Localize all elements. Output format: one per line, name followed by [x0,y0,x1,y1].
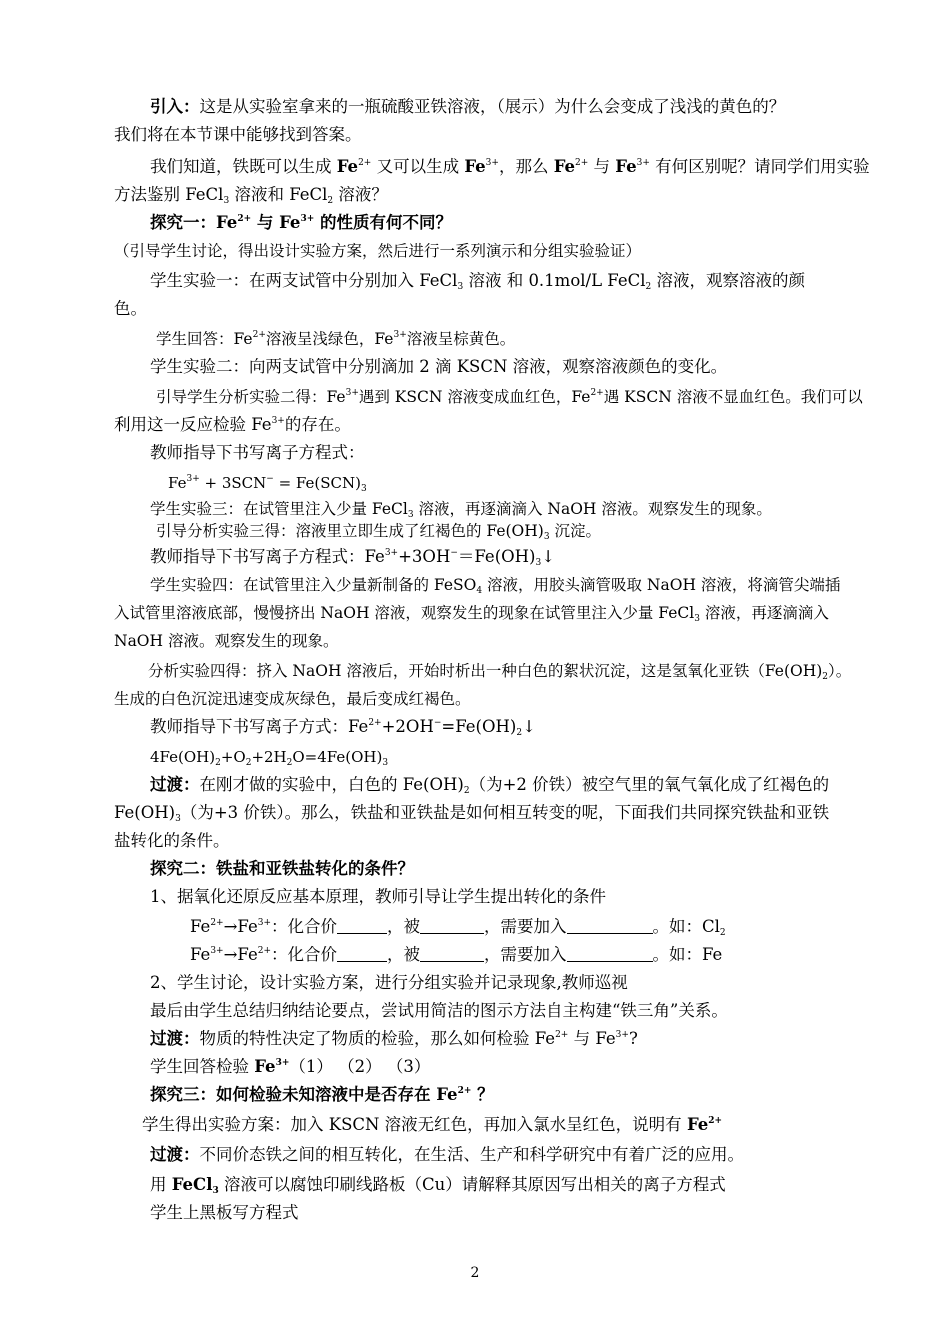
blank-process[interactable] [420,945,484,962]
experiment-4-cont: 入试管里溶液底部，慢慢挤出 NaOH 溶液，观察发生的现象在试管里注入少量 FeCl$_3$ 溶液，再逐滴滴入 [114,604,829,624]
transition-1: 过渡：在刚才做的实验中，白色的 $Fe(OH)_2$（为+2 价铁）被空气里的氧气氧化成了红褐色的 [150,775,830,796]
explore1-title: 探究一：$Fe^{2+}$ 与 $Fe^{3+}$ 的性质有何不同？ [150,213,452,232]
blank-reagent[interactable] [567,945,653,962]
transition-1-cont-2: 盐转化的条件。 [114,831,230,850]
blank-valence[interactable] [337,945,387,962]
analysis-2-cont: 利用这一反应检验 $Fe^{3+}$的存在。 [114,415,351,434]
explore2-item-2: 2、学生讨论，设计实验方案，进行分组实验并记录现象,教师巡视 [150,973,628,992]
experiment-1: 学生实验一：在两支试管中分别加入 FeCl$_3$ 溶液 和 0.1mol/L FeCl$_2$ 溶液，观察溶液的颜 [150,271,805,292]
answer-check: 学生回答检验 $Fe^{3+}(1)$ （2） （3） [150,1057,431,1076]
conversion-fe2-to-fe3: $Fe^{2+}\to Fe^{3+}$：化合价 ，被 ，需要加入 。如：$Cl_2$ [190,917,726,938]
conversion-fe3-to-fe2: $Fe^{3+}\to Fe^{2+}$：化合价 ，被 ，需要加入 。如：Fe [190,945,723,964]
page-number: 2 [470,1265,480,1281]
analysis-2: 引导学生分析实验二得：$Fe^{3+}$遇到 KSCN 溶液变成血红色，$Fe^{2+}$遇 KSCN 溶液不显血红色。我们可以 [156,388,863,406]
analysis-4-cont: 生成的白色沉淀迅速变成灰绿色，最后变成红褐色。 [114,690,471,708]
know-line-1: 我们知道，铁既可以生成 $Fe^{2+}$ 又可以生成 $Fe^{3+}$，那么 $Fe^{2+}$ 与 $Fe^{3+}$ 有何区别呢？请同学们用实验 [150,157,870,176]
equation-4: $4Fe(OH)_2+O_2+2H_2O=4Fe(OH)_3$ [150,748,389,768]
intro-label: 引入： [150,97,200,116]
blank-process[interactable] [420,917,484,934]
answer-1: 学生回答：$Fe^{2+}$溶液呈浅绿色，$Fe^{3+}$溶液呈棕黄色。 [156,330,516,348]
explore3-title: 探究三：如何检验未知溶液中是否存在 $Fe^{2+}$ ？ [150,1085,494,1104]
equation-1: $Fe^{3+} + 3SCN^- = Fe(SCN)_3$ [168,474,367,494]
board-task: 学生上黑板写方程式 [150,1203,299,1222]
teacher-guide-3: 教师指导下书写离子方式：$Fe^{2+}+2OH^-=Fe(OH)_2↓$ [150,717,536,738]
explore2-item-1: 1、据氧化还原反应基本原理，教师引导让学生提出转化的条件 [150,887,606,906]
intro-line-1: 引入：这是从实验室拿来的一瓶硫酸亚铁溶液，（展示）为什么会变成了浅浅的黄色的？ [150,97,786,116]
experiment-3: 学生实验三：在试管里注入少量 FeCl$_3$ 溶液，再逐滴滴入 NaOH 溶液。观察发生的现象。 [150,500,772,520]
explore2-title: 探究二：铁盐和亚铁盐转化的条件？ [150,859,414,878]
teacher-guide-1: 教师指导下书写离子方程式： [150,443,365,462]
analysis-3: 引导分析实验三得：溶液里立即生成了红褐色的 $Fe(OH)_3$ 沉淀。 [156,522,601,542]
teacher-guide-2: 教师指导下书写离子方程式：$Fe^{3+}+3OH^-=Fe(OH)_3↓$ [150,547,556,568]
application: 用 FeCl$_3$ 溶液可以腐蚀印刷线路板（Cu）请解释其原因写出相关的离子方程式 [150,1175,726,1196]
experiment-4-cont-2: NaOH 溶液。观察发生的现象。 [114,632,339,650]
explore3-plan: 学生得出实验方案：加入 KSCN 溶液无红色，再加入氯水呈红色，说明有 $Fe^{2+}$ [142,1115,723,1134]
know-line-2: 方法鉴别 FeCl$_3$ 溶液和 FeCl$_2$ 溶液？ [114,185,388,206]
transition-1-cont: $Fe(OH)_3$（为+3 价铁）。那么，铁盐和亚铁盐是如何相互转变的呢，下面我们共同探究铁盐和亚铁 [114,803,830,824]
analysis-4: 分析实验四得：挤入 NaOH 溶液后，开始时析出一种白色的絮状沉淀，这是氢氧化亚铁$(Fe(OH)_2)$。 [148,662,852,682]
transition-3: 过渡：不同价态铁之间的相互转化，在生活、生产和科学研究中有着广泛的应用。 [150,1145,744,1164]
blank-valence[interactable] [337,917,387,934]
explore2-summary: 最后由学生总结归纳结论要点，尝试用简洁的图示方法自主构建“铁三角”关系。 [150,1001,728,1020]
explore1-guide: （引导学生讨论，得出设计实验方案，然后进行一系列演示和分组实验验证） [114,242,642,260]
experiment-4: 学生实验四：在试管里注入少量新制备的 FeSO$_4$ 溶液，用胶头滴管吸取 NaOH 溶液，将滴管尖端插 [150,576,841,596]
experiment-1-cont: 色。 [114,299,147,318]
experiment-2: 学生实验二：向两支试管中分别滴加 2 滴 KSCN 溶液，观察溶液颜色的变化。 [150,357,728,376]
transition-2: 过渡：物质的特性决定了物质的检验，那么如何检验 $Fe^{2+}$ 与 $Fe^{3+}$? [150,1029,638,1048]
blank-reagent[interactable] [567,917,653,934]
intro-line-2: 我们将在本节课中能够找到答案。 [114,125,362,144]
